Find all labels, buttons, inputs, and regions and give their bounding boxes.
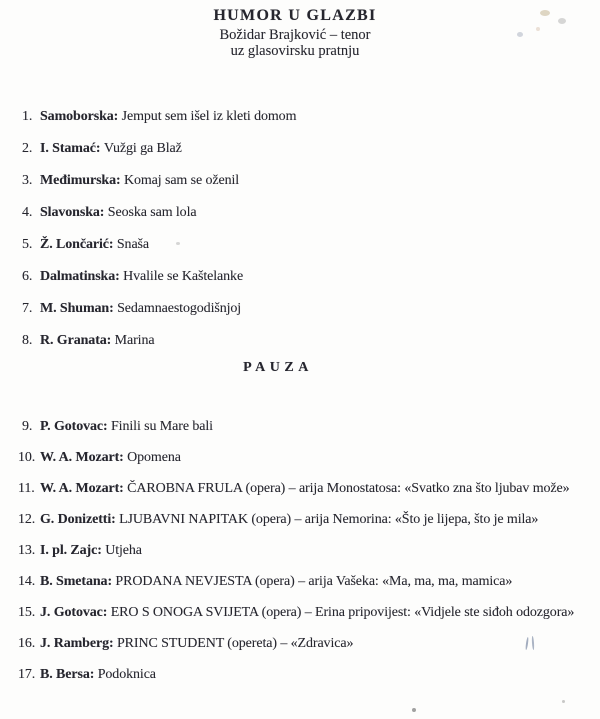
composer-label: Slavonska: <box>40 205 108 220</box>
composer-label: W. A. Mozart: <box>40 450 128 465</box>
item-number: 14. <box>18 574 36 589</box>
composer-label: B. Smetana: <box>40 574 116 589</box>
composer-label: M. Shuman: <box>40 301 118 316</box>
piece-title: ČAROBNA FRULA (opera) – arija Monostatosa: «Svatko zna što ljubav može» <box>127 481 570 496</box>
composer-label: Međimurska: <box>40 173 124 188</box>
program-second-half <box>18 411 600 690</box>
program-title: HUMOR U GLAZBI <box>213 7 377 24</box>
item-number: 17. <box>18 667 36 682</box>
item-number: 5. <box>22 237 33 252</box>
program-item <box>18 165 600 197</box>
smudge-mark <box>176 242 180 245</box>
program-item <box>18 628 600 659</box>
program-item <box>18 133 600 165</box>
smudge-mark <box>536 27 540 31</box>
program-item <box>18 659 600 690</box>
piece-title: PRODANA NEVJESTA (opera) – arija Vašeka: «Ma, ma, ma, mamica» <box>115 574 513 589</box>
performer-line: Božidar Brajković – tenor <box>219 27 371 43</box>
piece-title: ERO S ONOGA SVIJETA (opera) – Erina pripovijest: «Vidjele ste siđoh odozgora» <box>110 605 575 620</box>
item-number: 4. <box>22 205 33 220</box>
piece-title: Komaj sam se oženil <box>123 173 240 188</box>
item-number: 13. <box>18 543 36 558</box>
program-item <box>18 261 600 293</box>
program-item <box>18 197 600 229</box>
program-first-half <box>18 101 600 357</box>
program-item <box>18 101 600 133</box>
item-number: 12. <box>18 512 36 527</box>
item-number: 2. <box>22 141 33 156</box>
intermission-label: PAUZA <box>243 360 313 375</box>
composer-label: P. Gotovac: <box>40 419 111 434</box>
program-item <box>18 229 600 261</box>
piece-title: Vužgi ga Blaž <box>103 141 182 156</box>
program-item <box>18 293 600 325</box>
composer-label: B. Bersa: <box>40 667 98 682</box>
piece-title: PRINC STUDENT (opereta) – «Zdravica» <box>116 636 354 651</box>
piece-title: Hvalile se Kaštelanke <box>123 269 244 284</box>
composer-label: I. Stamać: <box>40 141 104 156</box>
piece-title: Seoska sam lola <box>107 205 197 220</box>
item-number: 11. <box>18 481 35 496</box>
composer-label: I. pl. Zajc: <box>40 543 106 558</box>
program-header <box>0 7 590 59</box>
composer-label: W. A. Mozart: <box>40 481 128 496</box>
item-number: 16. <box>18 636 36 651</box>
composer-label: J. Ramberg: <box>40 636 117 651</box>
item-number: 10. <box>18 450 36 465</box>
smudge-mark <box>540 10 550 16</box>
program-item <box>18 411 600 442</box>
composer-label: Dalmatinska: <box>40 269 124 284</box>
item-number: 1. <box>22 109 33 124</box>
piece-title: Podoknica <box>97 667 156 682</box>
item-number: 8. <box>22 333 33 348</box>
piece-title: Snaša <box>116 237 150 252</box>
composer-label: R. Granata: <box>40 333 115 348</box>
smudge-mark <box>412 708 416 712</box>
composer-label: Ž. Lončarić: <box>40 237 117 252</box>
piece-title: Utjeha <box>105 543 142 558</box>
piece-title: Sedamnaestogodišnjoj <box>117 301 242 316</box>
smudge-mark <box>562 700 565 703</box>
smudge-mark <box>517 32 523 37</box>
piece-title: Finili su Mare bali <box>111 419 213 434</box>
item-number: 3. <box>22 173 33 188</box>
smudge-mark <box>558 18 566 24</box>
composer-label: Samoborska: <box>40 109 122 124</box>
program-item <box>18 566 600 597</box>
item-number: 7. <box>22 301 33 316</box>
accompaniment-line: uz glasovirsku pratnju <box>230 43 360 59</box>
program-item <box>18 442 600 473</box>
piece-title: Marina <box>114 333 155 348</box>
composer-label: J. Gotovac: <box>40 605 111 620</box>
item-number: 6. <box>22 269 33 284</box>
composer-label: G. Donizetti: <box>40 512 120 527</box>
piece-title: Jemput sem išel iz kleti domom <box>121 109 297 124</box>
program-item <box>18 473 600 504</box>
piece-title: Opomena <box>127 450 181 465</box>
piece-title: LJUBAVNI NAPITAK (opera) – arija Nemorina: «Što je lijepa, što je mila» <box>119 512 539 527</box>
item-number: 15. <box>18 605 36 620</box>
program-item <box>18 535 600 566</box>
program-item <box>18 597 600 628</box>
program-item <box>18 504 600 535</box>
item-number: 9. <box>22 419 33 434</box>
program-item <box>18 325 600 357</box>
